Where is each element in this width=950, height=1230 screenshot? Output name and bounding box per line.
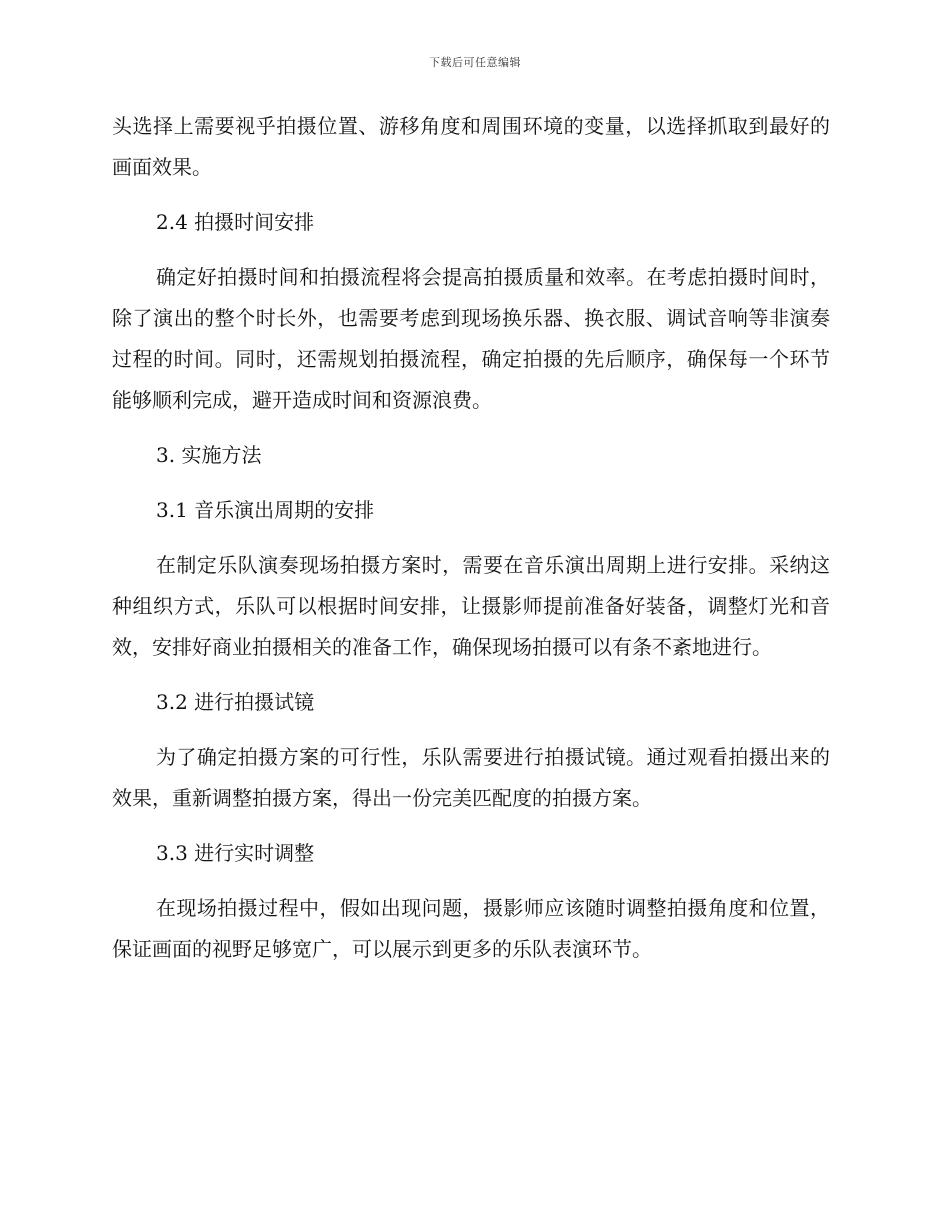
paragraph-continued: 头选择上需要视乎拍摄位置、游移角度和周围环境的变量，以选择抓取到最好的画面效果。 — [112, 114, 830, 179]
paragraph-performance-cycle: 在制定乐队演奏现场拍摄方案时，需要在音乐演出周期上进行安排。采纳这种组织方式，乐队可以根据时间安排，让摄影师提前准备好装备，调整灯光和音效，安排好商业拍摄相关的准备工作，确保现场拍摄可以有条不紊地进行。 — [112, 553, 830, 659]
section-heading-3: 3. 实施方法 — [156, 443, 262, 467]
section-heading-3-2: 3.2 进行拍摄试镜 — [156, 690, 315, 714]
section-heading-3-3: 3.3 进行实时调整 — [156, 841, 315, 865]
paragraph-shooting-schedule: 确定好拍摄时间和拍摄流程将会提高拍摄质量和效率。在考虑拍摄时间时，除了演出的整个时长外，也需要考虑到现场换乐器、换衣服、调试音响等非演奏过程的时间。同时，还需规划拍摄流程，确定拍摄的先后顺序，确保每一个环节能够顺利完成，避开造成时间和资源浪费。 — [112, 265, 830, 412]
section-heading-3-1: 3.1 音乐演出周期的安排 — [156, 498, 375, 522]
header-note: 下载后可任意编辑 — [429, 56, 521, 69]
paragraph-screen-test: 为了确定拍摄方案的可行性，乐队需要进行拍摄试镜。通过观看拍摄出来的效果，重新调整拍摄方案，得出一份完美匹配度的拍摄方案。 — [112, 745, 830, 810]
section-heading-2-4: 2.4 拍摄时间安排 — [156, 210, 315, 234]
document-body — [112, 106, 830, 984]
paragraph-realtime-adjust: 在现场拍摄过程中，假如出现问题，摄影师应该随时调整拍摄角度和位置，保证画面的视野足够宽广，可以展示到更多的乐队表演环节。 — [112, 896, 830, 961]
